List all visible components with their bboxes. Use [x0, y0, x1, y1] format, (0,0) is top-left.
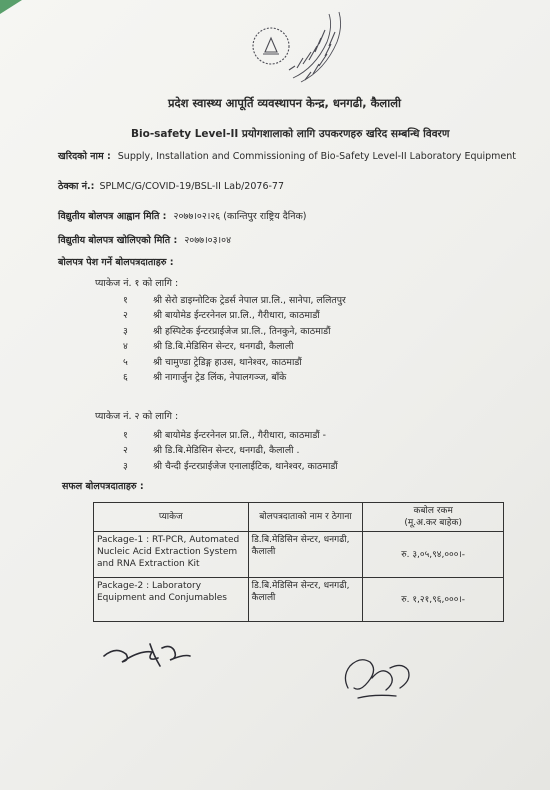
bidder-cell: डि.बि.मेडिसिन सेन्टर, धनगढी, कैलाली	[248, 578, 363, 622]
package-cell: Package-2 : Laboratory Equipment and Conjumables	[94, 578, 249, 622]
list-item: १ श्री बायोमेड ईन्टरनेनल प्रा.लि., गैरीधारा, काठमाडौं -	[123, 430, 327, 441]
signature-left	[100, 636, 195, 672]
bidder-cell: डि.बि.मेडिसिन सेन्टर, धनगढी, कैलाली	[248, 532, 363, 578]
column-header-package: प्याकेज	[94, 503, 249, 532]
column-header-bidder: बोलपत्रदाताको नाम र ठेगाना	[248, 503, 363, 532]
amount-cell: रु. १,२१,९६,०००।-	[363, 578, 504, 622]
green-corner-mark	[0, 0, 22, 14]
notice-date-row	[58, 211, 307, 223]
list-item: ६ श्री नागार्जुन ट्रेड लिंक, नेपालगञ्ज, बाँके	[123, 372, 287, 384]
column-header-amount: कबोल रकम (मू.अ.कर बाहेक)	[363, 503, 504, 532]
opening-date-label: विद्युतीय बोलपत्र खोलिएको मिति :	[58, 235, 178, 246]
amount-cell: रु. ३,०५,९४,०००।-	[363, 532, 504, 578]
package1-bidder-list	[123, 293, 346, 385]
list-item: ३ श्री हस्पिटेक ईन्टरप्राईजेज प्रा.लि., तिनकुने, काठमाडौं	[123, 325, 331, 337]
successful-bidders-table	[93, 502, 504, 622]
purchase-name-label: खरिदको नाम :	[58, 151, 111, 162]
package2-heading: प्याकेज नं. २ को लागि :	[95, 411, 179, 422]
package-cell: Package-1 : RT-PCR, Automated Nucleic Acid Extraction System and RNA Extraction Kit	[94, 532, 249, 578]
notice-date-label: विद्युतीय बोलपत्र आह्वान मिति :	[58, 211, 167, 222]
contract-number-value: SPLMC/G/COVID-19/BSL-II Lab/2076-77	[99, 181, 285, 192]
contract-number-row	[58, 181, 284, 193]
table-row	[94, 532, 504, 578]
package2-bidder-list	[123, 428, 338, 474]
opening-date-value: २०७७।०३।०४	[184, 235, 232, 246]
purchase-name-value: Supply, Installation and Commissioning of Bio-Safety Level-II Laboratory Equipment	[117, 151, 517, 162]
table-header-row	[94, 503, 504, 532]
contract-number-label: ठेक्का नं.:	[58, 181, 95, 192]
signature-right	[338, 648, 418, 708]
successful-bidders-heading: सफल बोलपत्रदाताहरु :	[62, 481, 144, 492]
table-row	[94, 578, 504, 622]
official-seal-stamp	[243, 8, 348, 90]
purchase-name-row	[58, 151, 516, 163]
list-item: ४ श्री डि.बि.मेडिसिन सेन्टर, धनगढी, कैलाली	[123, 341, 294, 353]
list-item: ३ श्री चैन्दी ईन्टरप्राईजेज एनालाईटिक, थानेश्वर, काठमाडौं	[123, 460, 338, 472]
list-item: ५ श्री चामुण्डा ट्रेडिङ्ग हाउस, थानेश्वर, काठमाडौं	[123, 356, 302, 368]
list-item: २ श्री डि.बि.मेडिसिन सेन्टर, धनगढी, कैलाली .	[123, 445, 300, 457]
office-title: प्रदेश स्वास्थ्य आपूर्ति व्यवस्थापन केन्द्र, धनगढी, कैलाली	[168, 96, 401, 110]
list-item: १ श्री सेरो डाइग्नोटिक ट्रेडर्स नेपाल प्रा.लि., सानेपा, ललितपुर	[123, 295, 346, 306]
list-item: २ श्री बायोमेड ईन्टरनेनल प्रा.लि., गैरीधारा, काठमाडौं	[123, 310, 320, 322]
package1-heading: प्याकेज नं. १ को लागि :	[95, 278, 179, 289]
bidders-heading: बोलपत्र पेश गर्ने बोलपत्रदाताहरु :	[58, 257, 174, 268]
document-subject: Bio-safety Level-II प्रयोगशालाको लागि उपकरणहरु खरिद सम्बन्धि विवरण	[131, 128, 450, 140]
opening-date-row	[58, 235, 231, 247]
notice-date-value: २०७७।०२।२६ (कान्तिपुर राष्ट्रिय दैनिक)	[173, 211, 307, 222]
